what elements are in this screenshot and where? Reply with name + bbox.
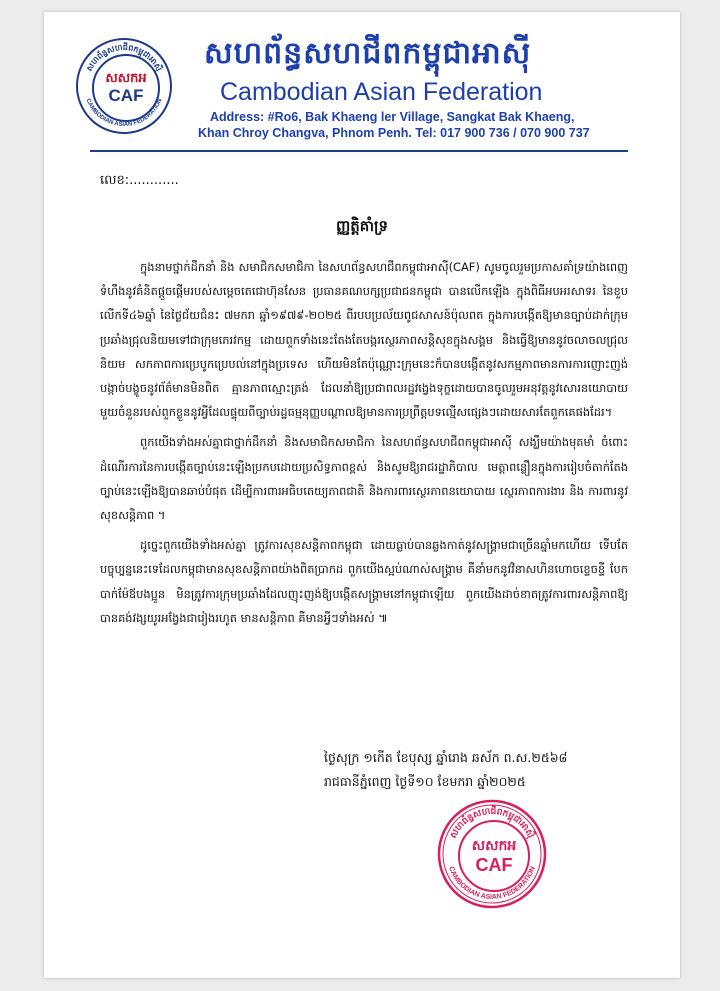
org-name-english: Cambodian Asian Federation — [220, 78, 543, 106]
stamp-top-text: សហព័ន្ធសហជីពកម្ពុជាអាស៊ី — [448, 806, 536, 841]
body-paragraph-2: ពួកយើងទាំងអស់គ្នាជាថ្នាក់ដឹកនាំ និងសមាជិកសមាជិកា នៃសហព័ន្ធសហជីពកម្ពុជាអាស៊ី សង្ឃឹមយ៉ាងមុតមាំ ចំពោះដំណើរការនៃការបង្កើតច្បាប់នេះឡើងប្រកបដោយប្រសិទ្ធភាពខ្ពស់ និងសូមឱ្យរាជរដ្ឋាភិបាល មេត្តាពន្លឿនក្នុងការរៀបចំតាក់តែងច្បាប់នេះឡើងឱ្យបានឆាប់បំផុត ដើម្បីការពារអធិបតេយ្យភាពជាតិ និងការពារស្ថេរភាពនយោបាយ ស្ថេរភាពការងារ និង ការពារនូវសុខសន្តិភាព ។ — [100, 435, 628, 523]
logo-seal-bottom-text: CAMBODIAN ASIAN FEDERATION — [84, 97, 164, 129]
stamp-center — [458, 820, 530, 892]
logo-seal-abbr-km: សសកអ — [105, 71, 147, 86]
logo-seal-abbr-en: CAF — [108, 86, 144, 105]
letterhead-divider — [90, 150, 628, 152]
address-line-1: Address: #Ro6, Bak Khaeng ler Village, Sangkat Bak Khaeng, — [210, 110, 575, 124]
letter-page — [44, 12, 680, 978]
stamp-abbr-en: CAF — [475, 854, 513, 875]
letter-body — [100, 255, 628, 636]
logo-seal-top-text: សហព័ន្ធសហជីពកម្ពុជាអាស៊ី — [84, 42, 164, 73]
logo-seal-center — [92, 54, 160, 122]
stamp-abbr-km: សសកអ — [471, 837, 517, 854]
organization-logo-seal — [74, 36, 174, 136]
address-line-2: Khan Chroy Changva, Phnom Penh. Tel: 017 900 736 / 070 900 737 — [198, 126, 590, 140]
reference-number: លេខ:............ — [100, 173, 179, 188]
official-stamp — [436, 798, 548, 910]
org-name-khmer: សហព័ន្ធសហជីពកម្ពុជាអាស៊ី — [204, 36, 532, 71]
body-paragraph-3: ដូច្នេះពួកយើងទាំងអស់គ្នា ត្រូវការសុខសន្តិភាពកម្ពុជា ដោយធ្លាប់បានឆ្លងកាត់នូវសង្គ្រាមជាច្រើនឆ្នាំមកហើយ ទើបតែបច្ចុប្បន្ននេះទេដែលកម្ពុជាមានសុខសន្តិភាពយ៉ាងពិតប្រាកដ ពួកយើងស្អប់ណាស់សង្គ្រាម គឺនាំមកនូវវិនាសហិនហោចខ្ទេចខ្ទី បែកបាក់ម៉ែឪបងប្អូន មិនត្រូវការក្រុមប្រឆាំងដែលញុះញង់ឱ្យបង្កើតសង្គ្រាមនៅកម្ពុជាឡើយ ពួកយើងដាច់ខាតត្រូវការពារសន្តិភាពឱ្យបានគង់វង្សយូរអង្វែងជារៀងរហូត មានសន្តិភាព គឺមានអ្វីៗទាំងអស់ ៕ — [100, 538, 628, 625]
document-title: ញ្ញត្តិគាំទ្រ — [335, 217, 389, 235]
date-solar: រាជធានីភ្នំពេញ ថ្ងៃទី១០ ខែមករា ឆ្នាំ២០២៥ — [324, 774, 526, 789]
body-paragraph-1: ក្នុងនាមថ្នាក់ដឹកនាំ និង សមាជិកសមាជិកា នៃសហព័ន្ធសហជីពកម្ពុជាអាស៊ី(CAF) សូមចូលរួមប្រកាសគាំទ្រយ៉ាងពេញទំហឹងនូវគំនិតផ្តួចផ្តើមរបស់សម្តេចតេជោហ៊ុនសែន ប្រធានគណបក្សប្រជាជនកម្ពុជា បានលើកឡើង ក្នុងពិធីអបអរសាទរ នៃខួបលើកទី៤៦ឆ្នាំ នៃថ្ងៃជ័យជំនះ ៧មករា ឆ្នាំ១៩៧៩-២០២៥ ពីរបបប្រល័យពូជសាសន៍ប៉ុលពត ក្នុងការបង្កើតឱ្យមានច្បាប់ដាក់ក្រុមប្រឆាំងជ្រុលនិយមទៅជាក្រុមភេរវកម្ម ដោយពួកទាំងនេះតែងតែបង្ករស្ថេរភាពសន្តិសុខក្នុងសង្គម និងធ្វើឱ្យមាននូវចលាចលជ្រុលនិយម សកភាពការប្រេបូកប្រេបល់នៅក្នុងប្រទេស ហើយមិនតែប៉ុណ្ណោះក្រុមនេះក៏បានបង្កើតនូវសកម្មភាពមានការការញោះញង់ បង្កាច់បង្ខូចនូវព័ត៌មានមិនពិត គ្មានភាពស្មោះត្រង់ ដែលនាំឱ្យប្រជាពលរដ្ឋវង្វេងទុក្ខដោយបានចូលរួមអនុវត្តនូវសោរនយោបាយមួយចំនួនរបស់ពួកខ្លួននូវអ្វីដែលផ្ទុយពីច្បាប់រដ្ឋធម្មនុញ្ញបណ្តាលឱ្យមានការប្រព្រឹត្តបទល្មើសផ្សេងៗដោយសារតែពួកគេផងដែរ។ — [100, 260, 628, 420]
date-lunar: ថ្ងៃសុក្រ ១កើត ខែបុស្ស ឆ្នាំរោង ឆស័ក ព.ស.២៥៦៨ — [324, 750, 568, 765]
stamp-bottom-text: CAMBODIAN ASIAN FEDERATION — [447, 865, 537, 902]
org-address — [198, 109, 590, 141]
